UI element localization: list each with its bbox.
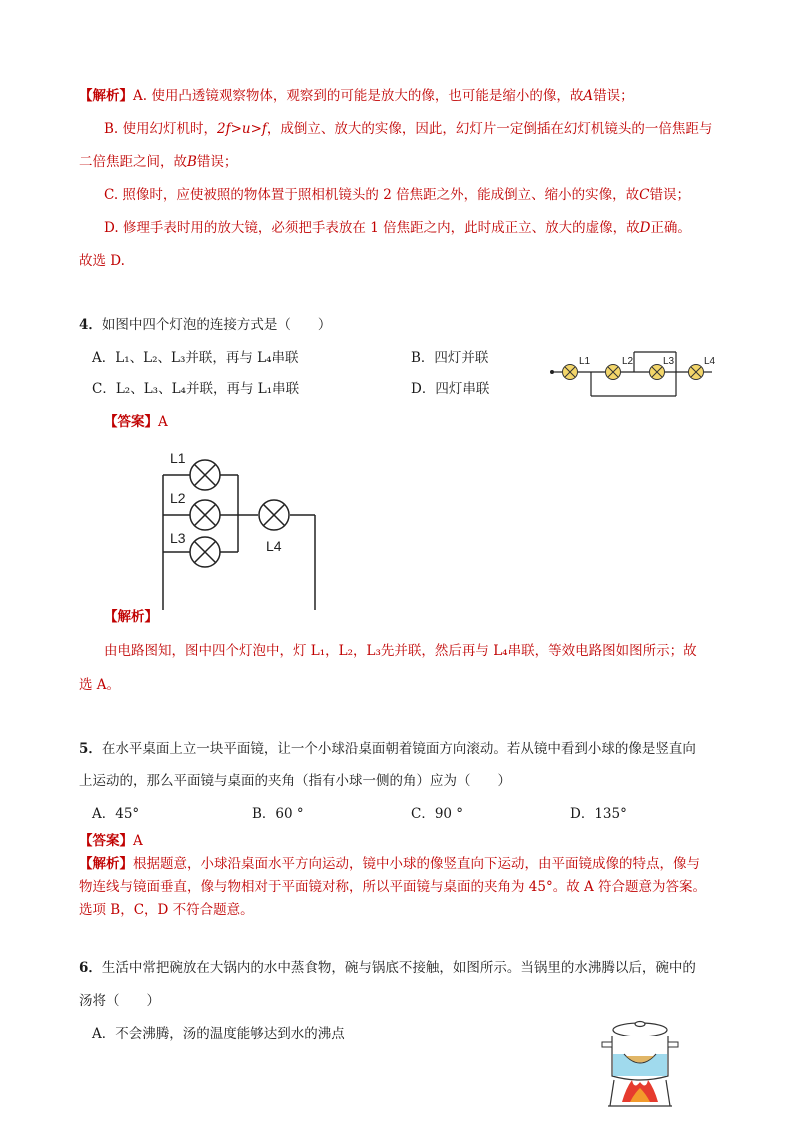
pot-body: [602, 1036, 678, 1080]
q5-analysis-line-3: 选项 B，C，D 不符合题意。: [79, 902, 254, 918]
q5-option-c: C．90 °: [411, 806, 464, 822]
question-5-stem-1: 5．在水平桌面上立一块平面镜，让一个小球沿桌面朝着镜面方向滚动。若从镜中看到小球的像是竖直向: [79, 741, 696, 757]
analysis-3-line-c: C. 照像时，应使被照的物体置于照相机镜头的 2 倍焦距之外，能成倒立、缩小的实像，故C错误；: [104, 187, 690, 203]
equiv-label-l3: L3: [170, 530, 186, 546]
analysis-3-choice: 故选 D.: [79, 253, 125, 269]
q4-option-d: D．四灯串联: [411, 381, 490, 397]
q4-option-b: B．四灯并联: [411, 350, 489, 366]
analysis-3-line-a: 【解析】A. 使用凸透镜观察物体，观察到的可能是放大的像，也可能是缩小的像，故A错误；: [79, 88, 634, 104]
question-6-stem-2: 汤将（ ）: [79, 993, 160, 1009]
q6-steamer-pot-figure: [600, 1014, 680, 1110]
equiv-label-l2: L2: [170, 490, 186, 506]
q4-option-a: A．L₁、L₂、L₃并联，再与 L₄串联: [92, 350, 299, 366]
analysis-3-line-b2: 二倍焦距之间，故B错误；: [79, 154, 238, 170]
equiv-bulb-l1: [190, 460, 220, 490]
equiv-bulb-l2: [190, 500, 220, 530]
analysis-3-line-d: D. 修理手表时用的放大镜，必须把手表放在 1 倍焦距之内，此时成正立、放大的虚像，故D正确。: [104, 220, 691, 236]
formula: 2f>u>f: [217, 121, 267, 137]
equiv-bulb-l3: [190, 537, 220, 567]
q4-analysis-tag: 【解析】: [104, 609, 158, 625]
label-l3: L3: [663, 356, 675, 367]
q6-option-a: A．不会沸腾，汤的温度能够达到水的沸点: [92, 1026, 345, 1042]
analysis-tag: 【解析】: [79, 88, 133, 104]
q5-analysis-line-2: 物连线与镜面垂直，像与物相对于平面镜对称，所以平面镜与桌面的夹角为 45°。故 A 符合题意为答案。: [79, 879, 707, 895]
q4-circuit-figure: [548, 340, 718, 402]
pot-lid: [613, 1022, 667, 1038]
bulb-l1: [563, 365, 578, 380]
bulb-l2: [606, 365, 621, 380]
q5-option-b: B．60 °: [252, 806, 304, 822]
q5-answer: 【答案】A: [79, 833, 143, 849]
flame-icon: [622, 1080, 658, 1102]
q5-analysis-line-1: 【解析】根据题意，小球沿桌面水平方向运动，镜中小球的像竖直向下运动，由平面镜成像的特点，像与: [79, 856, 700, 872]
question-5-stem-2: 上运动的，那么平面镜与桌面的夹角（指有小球一侧的角）应为（ ）: [79, 773, 511, 789]
question-number: 4．: [79, 317, 102, 333]
q4-analysis-line-1: 由电路图知，图中四个灯泡中，灯 L₁，L₂，L₃先并联，然后再与 L₄串联，等效电路图如图所示；故: [104, 643, 697, 659]
q5-option-a: A．45°: [92, 806, 140, 822]
label-l2: L2: [622, 356, 634, 367]
equiv-bulb-l4: [259, 500, 289, 530]
question-6-stem-1: 6．生活中常把碗放在大锅内的水中蒸食物，碗与锅底不接触，如图所示。当锅里的水沸腾以后，碗中的: [79, 960, 696, 976]
label-l4: L4: [704, 356, 716, 367]
q4-answer: 【答案】A: [104, 414, 168, 430]
q4-analysis-line-2: 选 A。: [79, 677, 121, 693]
analysis-3-line-b1: B. 使用幻灯机时，2f>u>f，成倒立、放大的实像，因此，幻灯片一定倒插在幻灯机镜头的一倍焦距与: [104, 121, 713, 137]
q4-equivalent-circuit: [150, 445, 330, 615]
bulb-l4: [689, 365, 704, 380]
equiv-label-l1: L1: [170, 450, 186, 466]
q4-option-c: C．L₂、L₃、L₄并联，再与 L₁串联: [92, 381, 300, 397]
q5-option-d: D．135°: [570, 806, 627, 822]
equiv-label-l4: L4: [266, 538, 282, 554]
label-l1: L1: [579, 356, 591, 367]
question-4-stem: 4．如图中四个灯泡的连接方式是（ ）: [79, 317, 332, 333]
